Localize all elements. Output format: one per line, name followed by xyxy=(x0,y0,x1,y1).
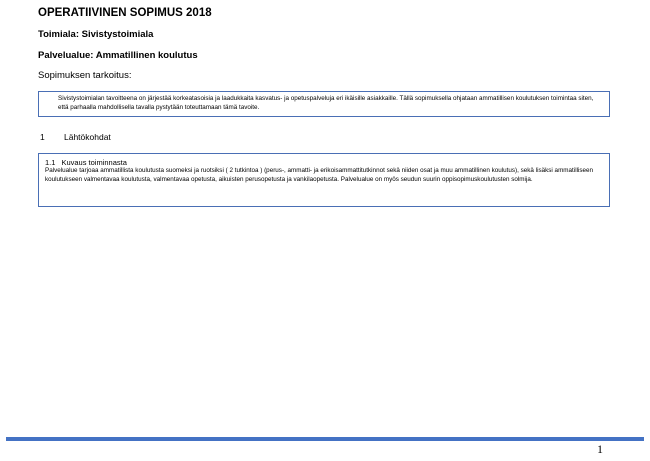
palvelualue-heading: Palvelualue: Ammatillinen koulutus xyxy=(38,50,198,61)
subsection-text: Palvelualue tarjoaa ammatillista koulutusta suomeksi ja ruotsiksi ( 2 tutkintoa ) (perus-, ammatti- ja erikoisammattitutkinnot sekä niiden osat ja muu ammatillinen koulutus), sekä lisäksi ammatilliseen koulutukseen valmentavaa koulutusta, valmentavaa opetusta, aikuisten perusopetusta ja vankilaopetusta. Palvelualue on myös seudun suurin oppisopimuskoulutusten solmija. xyxy=(45,167,594,183)
tarkoitus-heading: Sopimuksen tarkoitus: xyxy=(38,70,132,81)
tarkoitus-box xyxy=(38,91,610,117)
footer-rule xyxy=(6,437,644,441)
tarkoitus-text: Sivistystoimialan tavoitteena on järjestää korkeatasoisia ja laadukkaita kasvatus- ja opetuspalveluja eri ikäisille asiakkaille. Tällä sopimuksella ohjataan ammatillisen koulutuksen toimintaa siten, että parhaalla mahdollisella tavalla pystytään toteuttamaan tämä tavoite. xyxy=(58,95,594,111)
document-title: OPERATIIVINEN SOPIMUS 2018 xyxy=(38,7,212,19)
subsection-number: 1.1 xyxy=(45,158,56,167)
subsection-title: Kuvaus toiminnasta xyxy=(61,158,127,167)
section-title: Lähtökohdat xyxy=(64,132,111,142)
section-number: 1 xyxy=(40,132,45,142)
kuvaus-box xyxy=(38,153,610,207)
subsection-heading xyxy=(45,158,601,167)
page-number: 1 xyxy=(597,442,603,456)
toimiala-heading: Toimiala: Sivistystoimiala xyxy=(38,29,154,40)
